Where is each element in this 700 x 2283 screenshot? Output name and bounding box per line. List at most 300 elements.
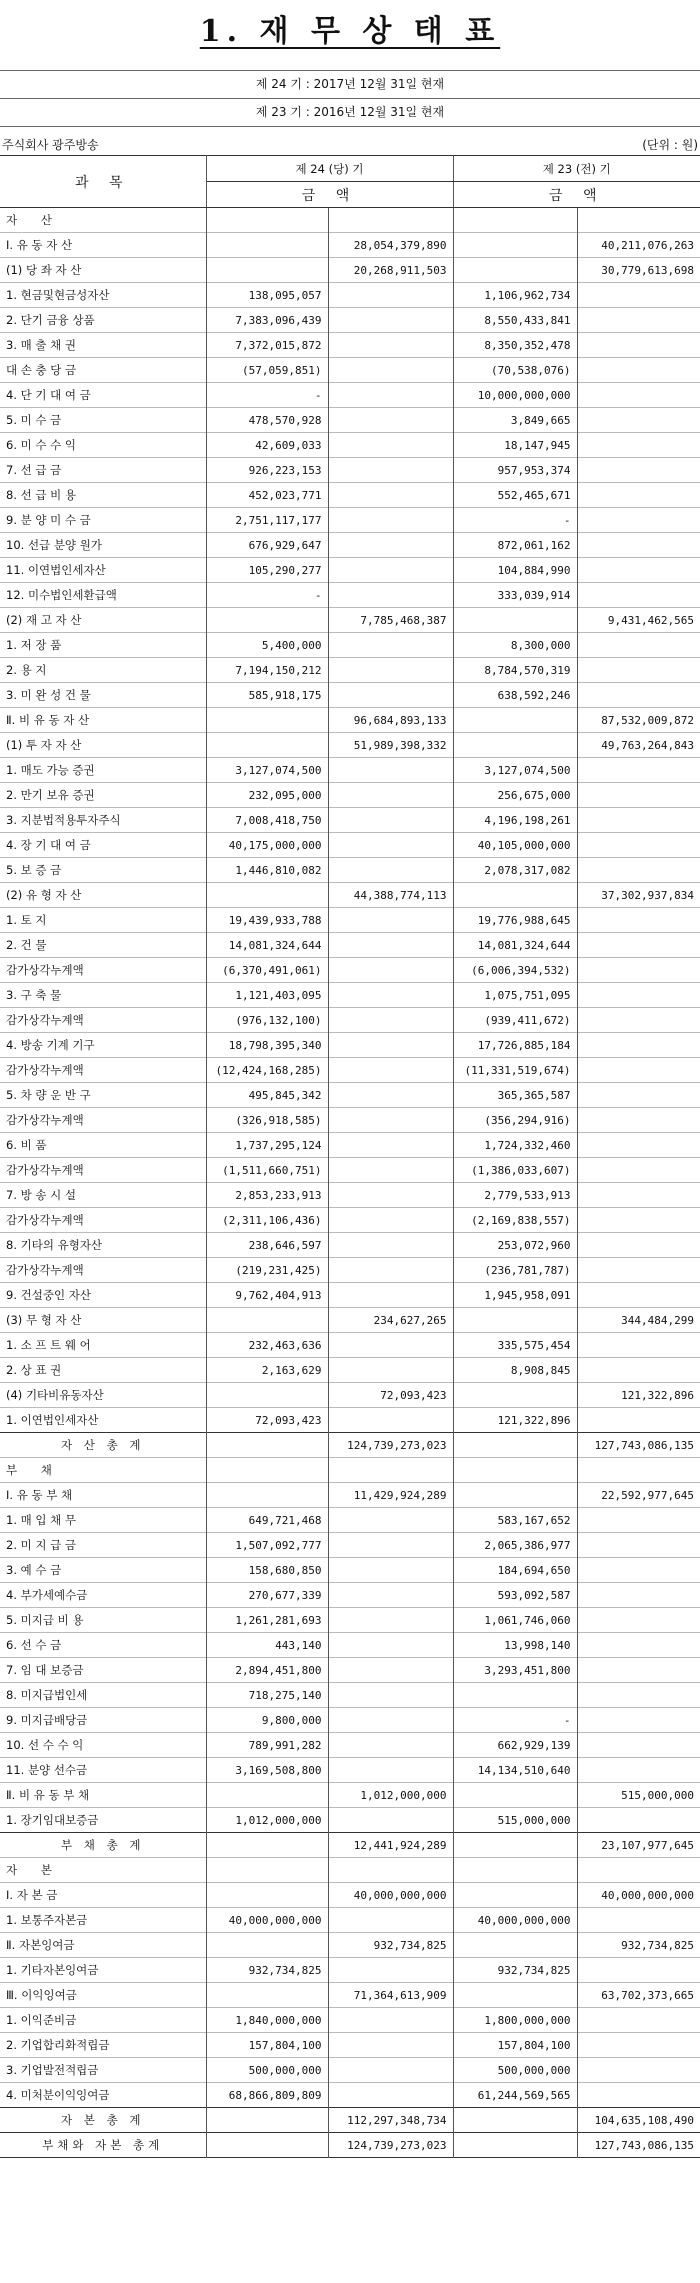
current-detail-amount: 7,194,150,212 [206, 658, 328, 683]
prior-detail-amount: 2,065,386,977 [453, 1533, 577, 1558]
current-subtotal-amount [328, 333, 453, 358]
table-row [0, 1983, 700, 2008]
account-label: 감가상각누계액 [0, 1108, 206, 1133]
account-label: Ⅱ. 비 유 동 부 채 [0, 1783, 206, 1808]
current-subtotal-amount [328, 1758, 453, 1783]
current-detail-amount: (12,424,168,285) [206, 1058, 328, 1083]
prior-detail-amount [453, 1483, 577, 1508]
account-label: 대 손 충 당 금 [0, 358, 206, 383]
prior-subtotal-amount [577, 833, 700, 858]
account-label: 감가상각누계액 [0, 958, 206, 983]
account-label: 8. 기타의 유형자산 [0, 1233, 206, 1258]
account-label: 3. 구 축 물 [0, 983, 206, 1008]
prior-detail-amount: 14,081,324,644 [453, 933, 577, 958]
current-subtotal-amount [328, 458, 453, 483]
current-subtotal-amount: 234,627,265 [328, 1308, 453, 1333]
prior-subtotal-amount [577, 1008, 700, 1033]
current-detail-amount [206, 1483, 328, 1508]
prior-subtotal-amount [577, 208, 700, 233]
account-label: 1. 장기임대보증금 [0, 1808, 206, 1833]
current-subtotal-amount [328, 433, 453, 458]
current-detail-amount: 452,023,771 [206, 483, 328, 508]
current-detail-amount [206, 1383, 328, 1408]
prior-detail-amount: 515,000,000 [453, 1808, 577, 1833]
prior-subtotal-amount: 30,779,613,698 [601, 263, 694, 277]
current-detail-amount: 932,734,825 [206, 1958, 328, 1983]
account-label: 4. 단 기 대 여 금 [0, 383, 206, 408]
prior-subtotal-amount: 121,322,896 [621, 1388, 694, 1402]
prior-detail-amount: 104,884,990 [453, 558, 577, 583]
table-row [0, 1858, 700, 1883]
current-subtotal-amount: 932,734,825 [328, 1933, 453, 1958]
table-row [0, 1183, 700, 1208]
current-subtotal-amount [328, 658, 453, 683]
current-detail-amount: 3,127,074,500 [206, 758, 328, 783]
unit-label: (단위 : 원) [642, 138, 698, 152]
table-row [0, 1833, 700, 1858]
prior-subtotal-amount: 932,734,825 [621, 1938, 694, 1952]
prior-subtotal-amount [577, 2058, 700, 2083]
prior-subtotal-amount [577, 683, 700, 708]
table-row [0, 1283, 700, 1308]
prior-detail-amount [453, 1383, 577, 1408]
prior-subtotal-amount [577, 758, 700, 783]
prior-detail-amount: 8,350,352,478 [453, 333, 577, 358]
current-detail-amount: 676,929,647 [206, 533, 328, 558]
current-subtotal-amount: 124,739,273,023 [328, 2133, 453, 2158]
current-subtotal-amount [328, 1708, 453, 1733]
prior-detail-amount: 8,550,433,841 [453, 308, 577, 333]
prior-subtotal-amount: 344,484,299 [621, 1313, 694, 1327]
current-detail-amount: 1,840,000,000 [206, 2008, 328, 2033]
current-subtotal-amount [328, 1333, 453, 1358]
current-subtotal-amount [328, 1008, 453, 1033]
account-label: 1. 소 프 트 웨 어 [0, 1333, 206, 1358]
prior-subtotal-amount [577, 1558, 700, 1583]
prior-subtotal-amount [577, 1583, 700, 1608]
prior-detail-amount: 957,953,374 [453, 458, 577, 483]
prior-detail-amount: 583,167,652 [453, 1508, 577, 1533]
account-label: 2. 기업합리화적립금 [0, 2033, 206, 2058]
current-subtotal-amount [328, 1083, 453, 1108]
current-subtotal-amount: 71,364,613,909 [328, 1983, 453, 2008]
prior-detail-amount: 19,776,988,645 [453, 908, 577, 933]
table-row [0, 308, 700, 333]
account-label: (1) 당 좌 자 산 [0, 258, 206, 283]
table-row [0, 1008, 700, 1033]
current-subtotal-amount: 11,429,924,289 [328, 1483, 453, 1508]
prior-detail-amount [453, 1858, 577, 1883]
table-row [0, 258, 700, 283]
table-row [0, 1333, 700, 1358]
info-bar [0, 135, 700, 155]
prior-subtotal-amount: 104,635,108,490 [577, 2108, 700, 2133]
prior-detail-amount [453, 258, 577, 283]
prior-detail-amount: 593,092,587 [453, 1583, 577, 1608]
table-row [0, 1783, 700, 1808]
current-subtotal-amount: 40,000,000,000 [328, 1883, 453, 1908]
account-label: 4. 미처분이익잉여금 [0, 2083, 206, 2108]
current-detail-amount: 232,463,636 [206, 1333, 328, 1358]
table-row [0, 2058, 700, 2083]
prior-detail-amount [453, 1933, 577, 1958]
table-row [0, 483, 700, 508]
account-label: 3. 기업발전적립금 [0, 2058, 206, 2083]
prior-subtotal-amount [577, 958, 700, 983]
account-label: (4) 기타비유동자산 [0, 1383, 206, 1408]
account-label: 9. 분 양 미 수 금 [0, 508, 206, 533]
account-label: 12. 미수법인세환급액 [0, 583, 206, 608]
prior-detail-amount: 8,784,570,319 [453, 658, 577, 683]
current-detail-amount [206, 708, 328, 733]
prior-detail-amount: 8,908,845 [453, 1358, 577, 1383]
account-label: 2. 단기 금융 상품 [0, 308, 206, 333]
account-label: 부 채 총 계 [0, 1833, 206, 1858]
account-label: 자 산 총 계 [0, 1433, 206, 1458]
account-label: 5. 차 량 운 반 구 [0, 1083, 206, 1108]
prior-detail-amount: (11,331,519,674) [453, 1058, 577, 1083]
prior-subtotal-amount: 87,532,009,872 [601, 713, 694, 727]
prior-subtotal-amount [577, 483, 700, 508]
table-row [0, 733, 700, 758]
account-label: 감가상각누계액 [0, 1008, 206, 1033]
current-subtotal-amount [328, 1208, 453, 1233]
current-detail-amount: (326,918,585) [206, 1108, 328, 1133]
table-row [0, 533, 700, 558]
table-row [0, 233, 700, 258]
current-detail-amount: 270,677,339 [206, 1583, 328, 1608]
current-detail-amount: 495,845,342 [206, 1083, 328, 1108]
current-subtotal-amount [328, 358, 453, 383]
header-current-amount: 금 액 [206, 182, 453, 208]
account-label: Ⅰ. 유 동 자 산 [0, 233, 206, 258]
current-detail-amount [206, 1833, 328, 1858]
prior-detail-amount: (356,294,916) [453, 1108, 577, 1133]
table-row [0, 1308, 700, 1333]
current-subtotal-amount [328, 408, 453, 433]
prior-detail-amount: 1,106,962,734 [453, 283, 577, 308]
prior-detail-amount: 500,000,000 [453, 2058, 577, 2083]
prior-detail-amount [453, 1883, 577, 1908]
current-detail-amount: 5,400,000 [206, 633, 328, 658]
current-detail-amount [206, 208, 328, 233]
account-label: 3. 예 수 금 [0, 1558, 206, 1583]
table-row [0, 2083, 700, 2108]
table-row [0, 1733, 700, 1758]
current-subtotal-amount [328, 1608, 453, 1633]
account-label: 9. 미지급배당금 [0, 1708, 206, 1733]
prior-detail-amount: 1,061,746,060 [453, 1608, 577, 1633]
prior-detail-amount [453, 233, 577, 258]
current-subtotal-amount [328, 508, 453, 533]
prior-subtotal-amount [577, 1633, 700, 1658]
account-label: 감가상각누계액 [0, 1158, 206, 1183]
prior-subtotal-amount [577, 1708, 700, 1733]
current-detail-amount [206, 2108, 328, 2133]
prior-detail-amount: 8,300,000 [453, 633, 577, 658]
account-label: 부채와 자본 총계 [0, 2133, 206, 2158]
table-row [0, 283, 700, 308]
current-subtotal-amount [328, 1058, 453, 1083]
table-row [0, 1158, 700, 1183]
prior-subtotal-amount [577, 433, 700, 458]
table-row [0, 1633, 700, 1658]
table-row [0, 358, 700, 383]
current-detail-amount [206, 1883, 328, 1908]
table-row [0, 1408, 700, 1433]
prior-detail-amount [453, 608, 577, 633]
current-subtotal-amount [328, 1408, 453, 1433]
account-label: (2) 유 형 자 산 [0, 883, 206, 908]
current-detail-amount: 1,507,092,777 [206, 1533, 328, 1558]
prior-subtotal-amount [577, 1508, 700, 1533]
table-row [0, 1933, 700, 1958]
prior-subtotal-amount [577, 1733, 700, 1758]
prior-detail-amount: 365,365,587 [453, 1083, 577, 1108]
account-label: 2. 상 표 권 [0, 1358, 206, 1383]
account-label: 11. 분양 선수금 [0, 1758, 206, 1783]
current-subtotal-amount: 7,785,468,387 [328, 608, 453, 633]
prior-subtotal-amount [577, 533, 700, 558]
prior-subtotal-amount [577, 1533, 700, 1558]
account-label: 자 산 [0, 208, 206, 233]
prior-subtotal-amount [577, 1158, 700, 1183]
current-subtotal-amount [328, 533, 453, 558]
current-detail-amount: 478,570,928 [206, 408, 328, 433]
prior-detail-amount: 662,929,139 [453, 1733, 577, 1758]
prior-detail-amount [453, 1308, 577, 1333]
table-row [0, 958, 700, 983]
current-detail-amount: 138,095,057 [206, 283, 328, 308]
current-detail-amount [206, 608, 328, 633]
current-subtotal-amount [328, 1533, 453, 1558]
current-subtotal-amount [328, 1033, 453, 1058]
prior-subtotal-amount [577, 1408, 700, 1433]
current-subtotal-amount [328, 2033, 453, 2058]
prior-subtotal-amount [577, 408, 700, 433]
current-detail-amount: 1,446,810,082 [206, 858, 328, 883]
current-detail-amount: 789,991,282 [206, 1733, 328, 1758]
current-subtotal-amount [328, 758, 453, 783]
table-row [0, 1608, 700, 1633]
current-detail-amount: 443,140 [206, 1633, 328, 1658]
account-label: 자 본 총 계 [0, 2108, 206, 2133]
table-row [0, 1758, 700, 1783]
prior-detail-amount: 638,592,246 [453, 683, 577, 708]
prior-subtotal-amount [577, 983, 700, 1008]
table-row [0, 1383, 700, 1408]
prior-subtotal-amount [577, 283, 700, 308]
current-subtotal-amount: 124,739,273,023 [328, 1433, 453, 1458]
prior-detail-amount: 18,147,945 [453, 433, 577, 458]
current-subtotal-amount: 72,093,423 [328, 1383, 453, 1408]
page-title: 1. 재 무 상 태 표 [199, 14, 501, 49]
prior-subtotal-amount [577, 1183, 700, 1208]
prior-subtotal-amount [577, 1758, 700, 1783]
prior-detail-amount [453, 1783, 577, 1808]
table-row [0, 1558, 700, 1583]
current-detail-amount [206, 1458, 328, 1483]
account-label: (2) 재 고 자 산 [0, 608, 206, 633]
current-subtotal-amount: 96,684,893,133 [328, 708, 453, 733]
account-label: 1. 이연법인세자산 [0, 1408, 206, 1433]
prior-subtotal-amount [577, 1683, 700, 1708]
current-detail-amount: 105,290,277 [206, 558, 328, 583]
current-subtotal-amount [328, 558, 453, 583]
account-label: 2. 미 지 급 금 [0, 1533, 206, 1558]
prior-detail-amount: (236,781,787) [453, 1258, 577, 1283]
current-subtotal-amount [328, 383, 453, 408]
table-row [0, 983, 700, 1008]
prior-detail-amount: (6,006,394,532) [453, 958, 577, 983]
account-label: 10. 선 수 수 익 [0, 1733, 206, 1758]
prior-detail-amount: 184,694,650 [453, 1558, 577, 1583]
prior-subtotal-amount [577, 933, 700, 958]
current-subtotal-amount [328, 833, 453, 858]
account-label: 5. 미지급 비 용 [0, 1608, 206, 1633]
prior-detail-amount: 932,734,825 [453, 1958, 577, 1983]
account-label: 9. 건설중인 자산 [0, 1283, 206, 1308]
current-detail-amount [206, 233, 328, 258]
prior-detail-amount: 61,244,569,565 [453, 2083, 577, 2108]
current-subtotal-amount [328, 1583, 453, 1608]
current-subtotal-amount [328, 1958, 453, 1983]
current-detail-amount [206, 1433, 328, 1458]
table-row [0, 1883, 700, 1908]
current-subtotal-amount: 112,297,348,734 [328, 2108, 453, 2133]
prior-detail-amount: 1,800,000,000 [453, 2008, 577, 2033]
table-row [0, 208, 700, 233]
prior-detail-amount [453, 1458, 577, 1483]
current-subtotal-amount [328, 1808, 453, 1833]
current-subtotal-amount: 12,441,924,289 [328, 1833, 453, 1858]
prior-detail-amount: - [453, 1708, 577, 1733]
prior-subtotal-amount [577, 2033, 700, 2058]
prior-subtotal-amount [577, 908, 700, 933]
current-detail-amount: 585,918,175 [206, 683, 328, 708]
table-row [0, 2133, 700, 2158]
table-row [0, 833, 700, 858]
table-row [0, 583, 700, 608]
current-detail-amount [206, 1308, 328, 1333]
table-row [0, 633, 700, 658]
current-detail-amount: 1,261,281,693 [206, 1608, 328, 1633]
account-label: 2. 건 물 [0, 933, 206, 958]
prior-detail-amount: 10,000,000,000 [453, 383, 577, 408]
current-detail-amount: (1,511,660,751) [206, 1158, 328, 1183]
prior-subtotal-amount: 9,431,462,565 [607, 613, 694, 627]
prior-subtotal-amount [577, 1133, 700, 1158]
current-subtotal-amount [328, 1458, 453, 1483]
current-subtotal-amount [328, 1233, 453, 1258]
table-row [0, 2008, 700, 2033]
current-detail-amount: 500,000,000 [206, 2058, 328, 2083]
current-subtotal-amount [328, 808, 453, 833]
table-row [0, 808, 700, 833]
prior-subtotal-amount [577, 333, 700, 358]
prior-subtotal-amount: 127,743,086,135 [577, 2133, 700, 2158]
prior-detail-amount: 335,575,454 [453, 1333, 577, 1358]
prior-detail-amount: 14,134,510,640 [453, 1758, 577, 1783]
account-label: Ⅰ. 자 본 금 [0, 1883, 206, 1908]
prior-detail-amount: (2,169,838,557) [453, 1208, 577, 1233]
current-detail-amount: 238,646,597 [206, 1233, 328, 1258]
header-account: 과 목 [0, 156, 206, 208]
table-row [0, 408, 700, 433]
prior-subtotal-amount [577, 1808, 700, 1833]
table-row [0, 2033, 700, 2058]
prior-detail-amount: 872,061,162 [453, 533, 577, 558]
prior-subtotal-amount [577, 808, 700, 833]
table-row [0, 883, 700, 908]
prior-subtotal-amount: 23,107,977,645 [577, 1833, 700, 1858]
current-detail-amount [206, 733, 328, 758]
prior-subtotal-amount [577, 1258, 700, 1283]
current-period-label: 제 24 기 : 2017년 12월 31일 현재 [255, 77, 445, 91]
current-detail-amount: 40,000,000,000 [206, 1908, 328, 1933]
current-detail-amount: (219,231,425) [206, 1258, 328, 1283]
account-label: (1) 투 자 자 산 [0, 733, 206, 758]
current-detail-amount: - [206, 583, 328, 608]
table-row [0, 1658, 700, 1683]
account-label: 1. 현금및현금성자산 [0, 283, 206, 308]
current-subtotal-amount [328, 1908, 453, 1933]
prior-detail-amount [453, 733, 577, 758]
prior-detail-amount: 552,465,671 [453, 483, 577, 508]
table-row [0, 1208, 700, 1233]
prior-subtotal-amount: 127,743,086,135 [577, 1433, 700, 1458]
prior-subtotal-amount [577, 1208, 700, 1233]
current-detail-amount: 2,853,233,913 [206, 1183, 328, 1208]
current-detail-amount: 2,163,629 [206, 1358, 328, 1383]
current-detail-amount: 1,121,403,095 [206, 983, 328, 1008]
current-detail-amount: 157,804,100 [206, 2033, 328, 2058]
prior-detail-amount [453, 208, 577, 233]
prior-subtotal-amount [577, 1108, 700, 1133]
account-label: 3. 지분법적용투자주식 [0, 808, 206, 833]
current-detail-amount: 7,008,418,750 [206, 808, 328, 833]
table-row [0, 333, 700, 358]
table-row [0, 708, 700, 733]
header-prior-amount: 금 액 [453, 182, 700, 208]
prior-detail-amount: 121,322,896 [453, 1408, 577, 1433]
table-row [0, 2108, 700, 2133]
table-row [0, 1108, 700, 1133]
prior-detail-amount: 1,724,332,460 [453, 1133, 577, 1158]
prior-subtotal-amount: 515,000,000 [621, 1788, 694, 1802]
current-subtotal-amount [328, 1133, 453, 1158]
current-detail-amount: 42,609,033 [206, 433, 328, 458]
prior-subtotal-amount [577, 1658, 700, 1683]
table-row [0, 433, 700, 458]
prior-detail-amount: 3,293,451,800 [453, 1658, 577, 1683]
current-detail-amount: 649,721,468 [206, 1508, 328, 1533]
current-detail-amount: 3,169,508,800 [206, 1758, 328, 1783]
table-row [0, 458, 700, 483]
current-subtotal-amount [328, 1733, 453, 1758]
prior-detail-amount: 1,075,751,095 [453, 983, 577, 1008]
prior-subtotal-amount [577, 1233, 700, 1258]
table-row [0, 933, 700, 958]
table-row [0, 608, 700, 633]
table-row [0, 683, 700, 708]
current-subtotal-amount [328, 958, 453, 983]
prior-detail-amount [453, 1833, 577, 1858]
current-subtotal-amount [328, 1258, 453, 1283]
table-row [0, 908, 700, 933]
current-detail-amount: 7,372,015,872 [206, 333, 328, 358]
prior-detail-amount: (70,538,076) [453, 358, 577, 383]
